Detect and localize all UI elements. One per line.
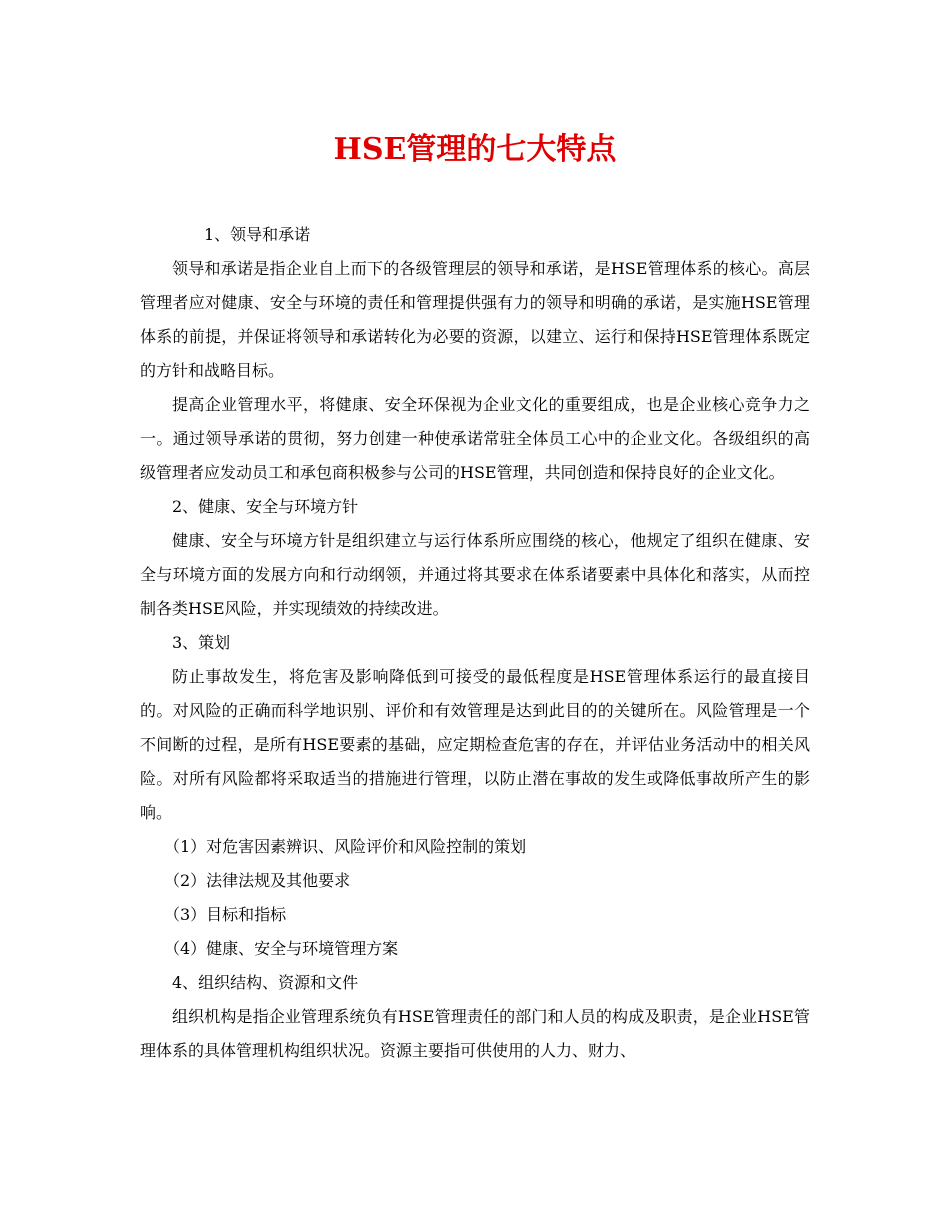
- document-title: HSE管理的七大特点: [333, 132, 617, 167]
- list-item: （4）健康、安全与环境管理方案: [164, 939, 399, 958]
- body-paragraph: 防止事故发生，将危害及影响降低到可接受的最低程度是HSE管理体系运行的最直接目的。对风险的正确而科学地识别、评价和有效管理是达到此目的的关键所在。风险管理是一个不间断的过程，是所有HSE要素的基础，应定期检查危害的存在，并评估业务活动中的相关风险。对所有风险都将采取适当的措施进行管理，以防止潜在事故的发生或降低事故所产生的影响。: [140, 667, 810, 822]
- document-body: [140, 218, 810, 1068]
- list-item: （2）法律法规及其他要求: [164, 871, 351, 890]
- section-heading-planning: 3、策划: [172, 633, 231, 652]
- body-paragraph: 领导和承诺是指企业自上而下的各级管理层的领导和承诺，是HSE管理体系的核心。高层管理者应对健康、安全与环境的责任和管理提供强有力的领导和明确的承诺，是实施HSE管理体系的前提，并保证将领导和承诺转化为必要的资源，以建立、运行和保持HSE管理体系既定的方针和战略目标。: [140, 259, 810, 380]
- section-heading-leadership: 1、领导和承诺: [204, 225, 311, 244]
- body-paragraph: 组织机构是指企业管理系统负有HSE管理责任的部门和人员的构成及职责，是企业HSE管理体系的具体管理机构组织状况。资源主要指可供使用的人力、财力、: [140, 1007, 810, 1060]
- body-paragraph: 提高企业管理水平，将健康、安全环保视为企业文化的重要组成，也是企业核心竞争力之一。通过领导承诺的贯彻，努力创建一种使承诺常驻全体员工心中的企业文化。各级组织的高级管理者应发动员工和承包商积极参与公司的HSE管理，共同创造和保持良好的企业文化。: [140, 395, 810, 482]
- list-item: （3）目标和指标: [164, 905, 287, 924]
- section-heading-policy: 2、健康、安全与环境方针: [172, 497, 359, 516]
- section-heading-organization: 4、组织结构、资源和文件: [172, 973, 359, 992]
- list-item: （1）对危害因素辨识、风险评价和风险控制的策划: [164, 837, 527, 856]
- body-paragraph: 健康、安全与环境方针是组织建立与运行体系所应围绕的核心，他规定了组织在健康、安全与环境方面的发展方向和行动纲领，并通过将其要求在体系诸要素中具体化和落实，从而控制各类HSE风险，并实现绩效的持续改进。: [140, 531, 810, 618]
